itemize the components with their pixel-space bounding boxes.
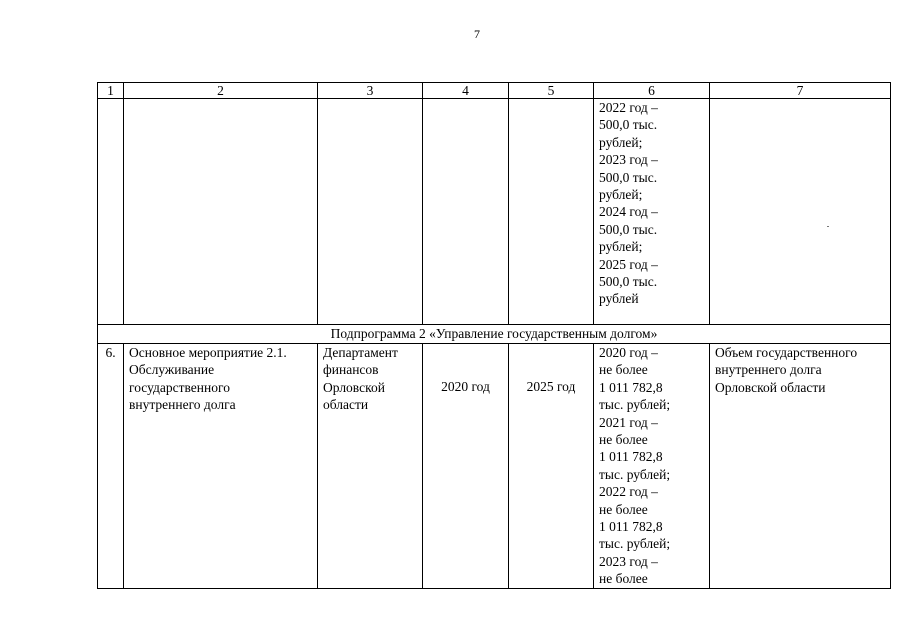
funding-line: 1 011 782,8 xyxy=(599,379,663,395)
cont-funding-line: 500,0 тыс. xyxy=(599,221,658,237)
indicator-line: Орловской области xyxy=(715,379,826,395)
indicator-cell xyxy=(710,344,891,589)
cont-funding-line: 500,0 тыс. xyxy=(599,274,658,290)
cont-funding-line: рублей; xyxy=(599,239,643,255)
cont-funding-line: 500,0 тыс. xyxy=(599,117,658,133)
funding-line: тыс. рублей; xyxy=(599,397,671,413)
funding-line: не более xyxy=(599,432,648,448)
cont-cell-2 xyxy=(124,99,318,325)
header-col-6: 6 xyxy=(594,83,710,99)
header-col-7: 7 xyxy=(710,83,891,99)
funding-line: 1 011 782,8 xyxy=(599,449,663,465)
executor-line: области xyxy=(323,397,369,413)
funding-line: 2020 год – xyxy=(599,345,658,360)
funding-cell xyxy=(594,344,710,589)
header-col-4: 4 xyxy=(423,83,509,99)
measure-name-cell xyxy=(124,344,318,589)
cont-funding-line: 500,0 тыс. xyxy=(599,169,658,185)
funding-line: не более xyxy=(599,362,648,378)
end-year-cell xyxy=(509,344,594,589)
program-table xyxy=(97,82,891,589)
start-year-cell xyxy=(423,344,509,589)
funding-line: не более xyxy=(599,501,648,517)
subprogram-title: Подпрограмма 2 «Управление государственным долгом» xyxy=(98,325,891,344)
cont-funding-line: 2023 год – xyxy=(599,152,658,168)
cont-funding-line: рублей; xyxy=(599,187,643,203)
executor-line: Департамент xyxy=(323,345,398,360)
end-year: 2025 год xyxy=(526,379,576,394)
cont-cell-3 xyxy=(318,99,423,325)
measure-name-line: внутреннего долга xyxy=(129,397,236,413)
header-row xyxy=(98,83,891,99)
header-col-5: 5 xyxy=(509,83,594,99)
cont-cell-4 xyxy=(423,99,509,325)
funding-line: 2022 год – xyxy=(599,484,658,500)
executor-cell xyxy=(318,344,423,589)
funding-line: 1 011 782,8 xyxy=(599,519,663,535)
cont-funding-line: рублей; xyxy=(599,134,643,150)
table-row-6 xyxy=(98,344,891,589)
cont-cell-1 xyxy=(98,99,124,325)
cont-funding-line: 2024 год – xyxy=(599,204,658,220)
header-col-2: 2 xyxy=(124,83,318,99)
cont-funding-line: 2025 год – xyxy=(599,256,658,272)
start-year: 2020 год xyxy=(441,379,490,394)
page-number: 7 xyxy=(474,27,480,41)
continuation-row xyxy=(98,99,891,325)
row-number: 6. xyxy=(98,344,124,589)
funding-line: тыс. рублей; xyxy=(599,466,671,482)
indicator-line: Объем государственного xyxy=(715,345,858,360)
cont-cell-7 xyxy=(710,99,891,325)
cont-funding-line: 2022 год – xyxy=(599,100,658,115)
scan-speck xyxy=(827,226,829,227)
cont-funding-line: рублей xyxy=(599,291,639,307)
header-col-3: 3 xyxy=(318,83,423,99)
header-col-1: 1 xyxy=(98,83,124,99)
measure-name-line: Основное мероприятие 2.1. xyxy=(129,345,287,360)
funding-line: 2021 год – xyxy=(599,414,658,430)
executor-line: финансов xyxy=(323,362,379,378)
measure-name-line: Обслуживание xyxy=(129,362,215,378)
cont-funding-cell xyxy=(594,99,710,325)
indicator-line: внутреннего долга xyxy=(715,362,822,378)
funding-line: не более xyxy=(599,571,648,587)
subprogram-row xyxy=(98,325,891,344)
funding-line: тыс. рублей; xyxy=(599,536,671,552)
cont-cell-5 xyxy=(509,99,594,325)
measure-name-line: государственного xyxy=(129,379,230,395)
funding-line: 2023 год – xyxy=(599,553,658,569)
executor-line: Орловской xyxy=(323,379,385,395)
